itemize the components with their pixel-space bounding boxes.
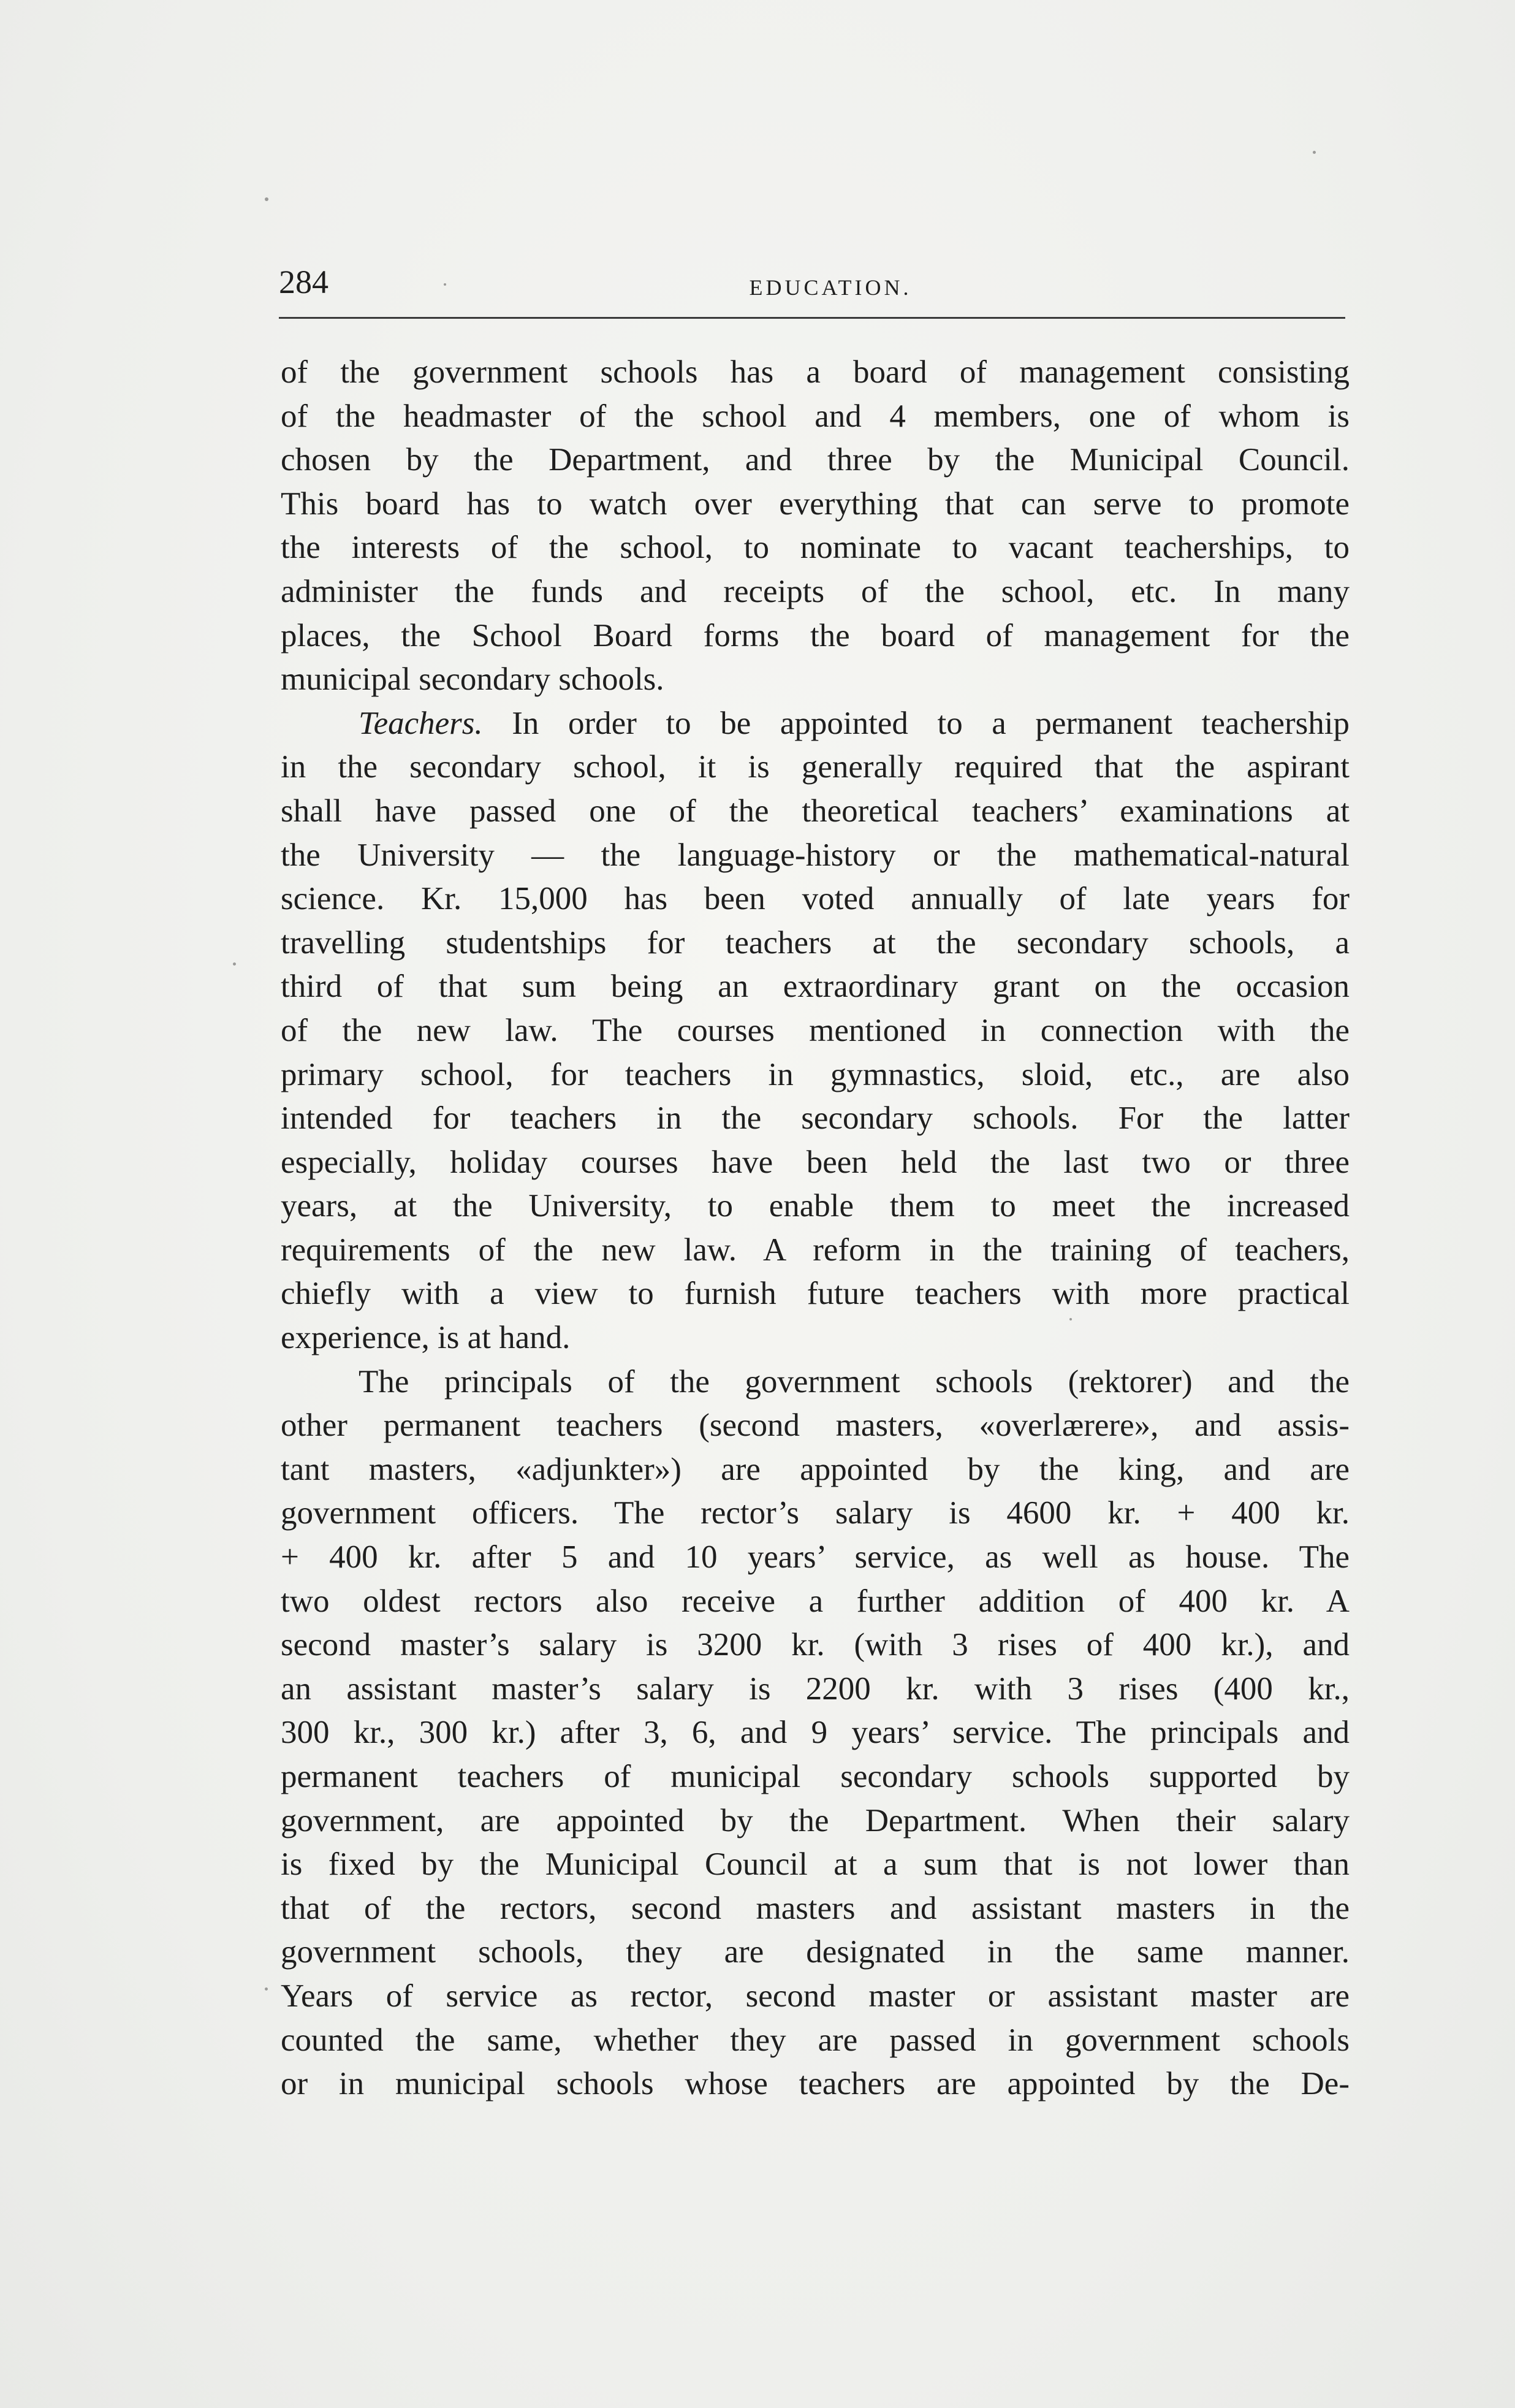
text-line: is fixed by the Municipal Council at a sum that is not lower than [281,1846,1350,1883]
text-line: two oldest rectors also receive a further addition of 400 kr. A [281,1583,1350,1619]
text-line: especially, holiday courses have been held the last two or three [281,1144,1350,1180]
text-line: + 400 kr. after 5 and 10 years’ service, as well as house. The [281,1539,1350,1575]
text-line: science. Kr. 15,000 has been voted annually of late years for [281,881,1350,917]
text-line: tant masters, «adjunkter») are appointed by the king, and are [281,1451,1350,1487]
text-line: chosen by the Department, and three by the Municipal Council. [281,442,1350,478]
text-line: in the secondary school, it is generally required that the aspirant [281,749,1350,785]
text-line: third of that sum being an extraordinary grant on the occasion [281,969,1350,1005]
text-line: the University — the language-history or the mathematical-natural [281,837,1350,873]
body-text [281,351,1350,2106]
text-line: municipal secondary schools. [281,661,664,698]
text-line: of the new law. The courses mentioned in connection with the [281,1012,1350,1048]
text-line: government officers. The rector’s salary is 4600 kr. + 400 kr. [281,1495,1350,1531]
text-line: 300 kr., 300 kr.) after 3, 6, and 9 years’ service. The principals and [281,1715,1350,1751]
text-line: other permanent teachers (second masters, «overlærere», and assis- [281,1408,1350,1444]
text-line: counted the same, whether they are passed in government schools [281,2022,1350,2058]
paragraph-governance [281,351,1350,702]
running-title: EDUCATION. [749,275,912,300]
text-line-rest: In order to be appointed to a permanent teachership [482,705,1350,741]
scan-speck [265,197,268,201]
text-line: administer the funds and receipts of the school, etc. In many [281,573,1350,609]
text-line [281,702,1350,746]
scan-speck [444,283,446,286]
scan-speck [1313,151,1316,154]
text-line: that of the rectors, second masters and assistant masters in the [281,1890,1350,1926]
text-line: or in municipal schools whose teachers are appointed by the De- [281,2066,1350,2102]
text-line: the interests of the school, to nominate to vacant teacherships, to [281,530,1350,566]
text-line: experience, is at hand. [281,1320,571,1356]
text-line: This board has to watch over everything that can serve to promote [281,486,1350,522]
paragraph-teachers [281,702,1350,1360]
text-line: Years of service as rector, second master or assistant master are [281,1978,1350,2014]
page-number: 284 [279,264,328,300]
scan-speck [233,962,236,966]
text-line: primary school, for teachers in gymnastics, sloid, etc., are also [281,1056,1350,1092]
text-line: intended for teachers in the secondary schools. For the latter [281,1100,1350,1137]
section-lead-italic: Teachers. [359,705,483,741]
text-line: government schools, they are designated in the same manner. [281,1934,1350,1970]
running-head [279,261,1345,319]
text-line: shall have passed one of the theoretical teachers’ examinations at [281,793,1350,829]
text-line: chiefly with a view to furnish future teachers with more practical [281,1276,1350,1312]
text-line: travelling studentships for teachers at the secondary schools, a [281,924,1350,961]
text-line: places, the School Board forms the board of management for the [281,617,1350,653]
text-line: of the government schools has a board of management consisting [281,354,1350,390]
paragraph-principals [281,1360,1350,2106]
text-line: requirements of the new law. A reform in the training of teachers, [281,1232,1350,1268]
text-line: The principals of the government schools (rektorer) and the [359,1363,1350,1400]
text-line: second master’s salary is 3200 kr. (with 3 rises of 400 kr.), and [281,1627,1350,1663]
text-line: years, at the University, to enable them to meet the increased [281,1188,1350,1224]
text-line: of the headmaster of the school and 4 members, one of whom is [281,398,1350,434]
text-line: an assistant master’s salary is 2200 kr. with 3 rises (400 kr., [281,1671,1350,1707]
scan-speck [1069,1318,1072,1320]
text-line: permanent teachers of municipal secondary schools supported by [281,1759,1350,1794]
text-line: government, are appointed by the Department. When their salary [281,1802,1350,1838]
scan-speck [265,1987,268,1991]
